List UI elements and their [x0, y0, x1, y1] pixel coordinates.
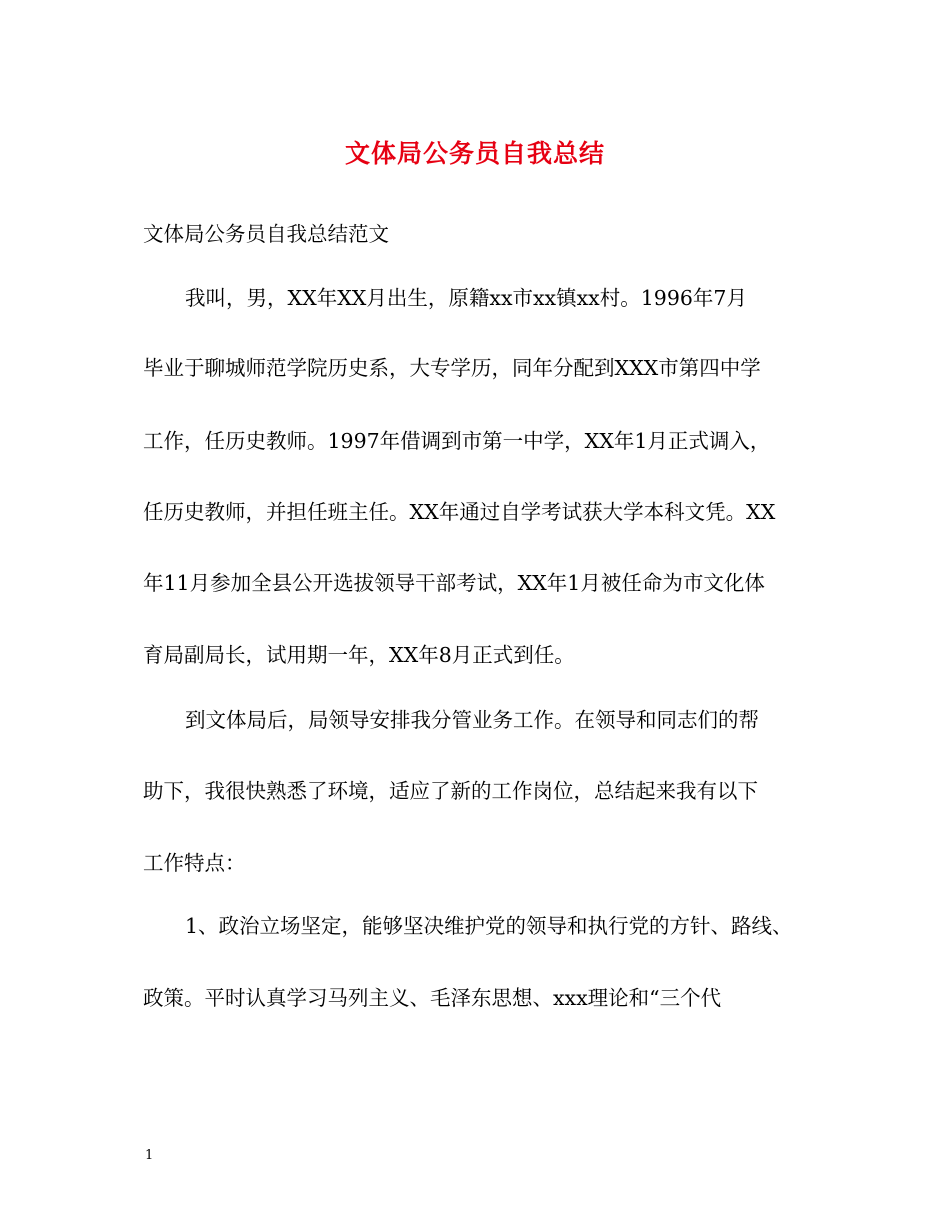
paragraph-line-2: 毕业于聊城师范学院历史系，大专学历，同年分配到XXX市第四中学 [143, 356, 761, 380]
paragraph-line-10: 1、政治立场坚定，能够坚决维护党的领导和执行党的方针、路线、 [185, 914, 793, 938]
paragraph-line-3: 工作，任历史教师。1997年借调到市第一中学，XX年1月正式调入， [143, 429, 771, 453]
paragraph-line-7: 到文体局后，局领导安排我分管业务工作。在领导和同志们的帮 [185, 708, 759, 732]
document-subtitle: 文体局公务员自我总结范文 [143, 222, 389, 246]
paragraph-line-6: 育局副局长，试用期一年，XX年8月正式到任。 [143, 643, 575, 667]
paragraph-line-5: 年11月参加全县公开选拔领导干部考试，XX年1月被任命为市文化体 [143, 571, 765, 595]
paragraph-line-1: 我叫，男，XX年XX月出生，原籍xx市xx镇xx村。1996年7月 [185, 286, 747, 310]
paragraph-line-11: 政策。平时认真学习马列主义、毛泽东思想、xxx理论和“三个代 [143, 986, 722, 1010]
page-number: 1 [145, 1148, 154, 1163]
paragraph-line-4: 任历史教师，并担任班主任。XX年通过自学考试获大学本科文凭。XX [143, 500, 776, 524]
document-title: 文体局公务员自我总结 [344, 139, 605, 168]
paragraph-line-9: 工作特点： [143, 851, 246, 875]
paragraph-line-8: 助下，我很快熟悉了环境，适应了新的工作岗位，总结起来我有以下 [143, 779, 758, 803]
